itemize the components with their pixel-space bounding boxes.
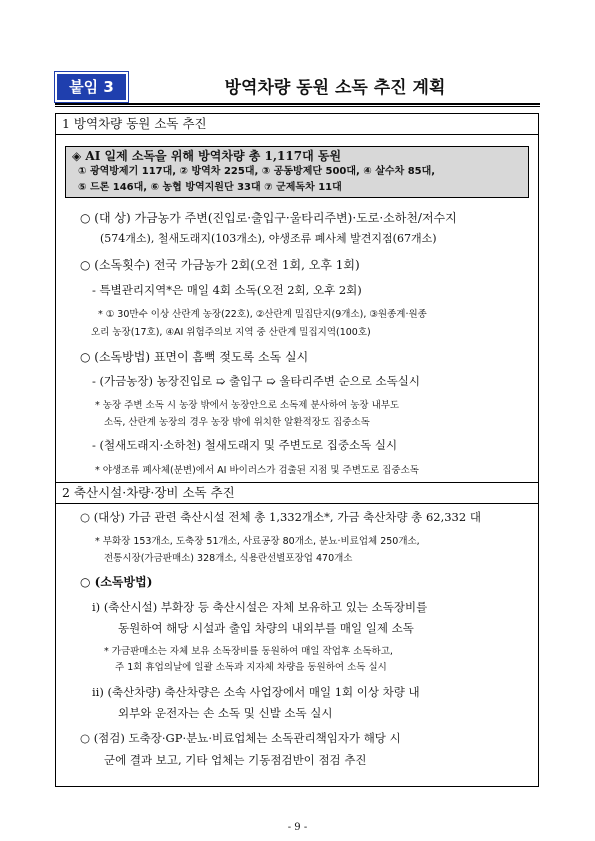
section1-heading: 1 방역차량 동원 소독 추진 [62, 116, 207, 131]
freq-line: ○ (소독횟수) 전국 가금농가 2회(오전 1회, 오후 1회) [80, 258, 360, 272]
s2-ii-a: ⅱ) (축산차량) 축산차량은 소속 사업장에서 매일 1회 이상 차량 내 [92, 685, 420, 699]
method-farm: - (가금농장) 농장진입로 ➯ 출입구 ➯ 울타리주변 순으로 소독실시 [92, 374, 420, 388]
summary-line-3: ⑤ 드론 146대, ⑥ 농협 방역지원단 33대 ⑦ 군제독차 11대 [78, 182, 342, 193]
method-note-a: * 농장 주변 소독 시 농장 밖에서 농장안으로 소독제 분사하여 농장 내부도 [95, 400, 400, 411]
target-line-b: (574개소), 철새도래지(103개소), 야생조류 폐사체 발견지점(67개소) [100, 232, 437, 245]
s2-i-b: 동원하여 해당 시설과 출입 차량의 내외부를 매일 일제 소독 [118, 621, 414, 635]
s2-target: ○ (대상) 가금 관련 축산시설 전체 총 1,332개소*, 가금 축산차량 총 62,332 대 [80, 510, 481, 524]
target-line-a: ○ (대 상) 가금농가 주변(진입로·출입구·울타리주변)·도로·소하천/저수지 [80, 211, 457, 225]
title-rule [55, 103, 540, 107]
appendix-badge: 붙임 3 [55, 72, 128, 102]
s2-target-note-a: * 부화장 153개소, 도축장 51개소, 사료공장 80개소, 분뇨·비료업체 250개소, [95, 536, 420, 547]
method-bird-note: * 야생조류 폐사체(분변)에서 AI 바이러스가 검출된 지점 및 주변도로 집중소독 [95, 465, 419, 476]
s2-ii-b: 외부와 운전자는 손 소독 및 신발 소독 실시 [118, 706, 333, 720]
method-line: ○ (소독방법) 표면이 흠뻑 젖도록 소독 실시 [80, 350, 309, 364]
method-bird: - (철새도래지·소하천) 철새도래지 및 주변도로 집중소독 실시 [92, 438, 398, 452]
s2-check-b: 군에 결과 보고, 기타 업체는 기동점검반이 점검 추진 [104, 753, 367, 767]
page-title: 방역차량 동원 소독 추진 계획 [224, 78, 446, 98]
s2-i-note-a: * 가금판매소는 자체 보유 소독장비를 동원하여 매일 작업후 소독하고, [104, 646, 393, 657]
s2-i-note-b: 주 1회 휴업의날에 일괄 소독과 지자체 차량을 동원하여 소독 실시 [115, 662, 387, 673]
s2-method: ○ (소독방법) [80, 575, 153, 589]
s2-check-a: ○ (점검) 도축장·GP·분뇨·비료업체는 소독관리책임자가 해당 시 [80, 731, 401, 745]
method-note-b: 소독, 산란계 농장의 경우 농장 밖에 위치한 알환적장도 집중소독 [104, 417, 370, 428]
page-number: - 9 - [287, 822, 308, 833]
section2-heading: 2 축산시설·차량·장비 소독 추진 [62, 485, 235, 500]
s2-i-a: ⅰ) (축산시설) 부화장 등 축산시설은 자체 보유하고 있는 소독장비를 [92, 600, 428, 614]
summary-line-2: ① 광역방제기 117대, ② 방역차 225대, ③ 공동방제단 500대, ④ 살수차 85대, [78, 166, 436, 177]
summary-line-1: ◈ AI 일제 소독을 위해 방역차량 총 1,117대 동원 [72, 149, 342, 163]
special-line: - 특별관리지역*은 매일 4회 소독(오전 2회, 오후 2회) [92, 283, 362, 297]
special-note-b: 오리 농장(17호), ④AI 위험주의보 지역 중 산란계 밀집지역(100호) [91, 327, 371, 338]
special-note-a: * ① 30만수 이상 산란계 농장(22호), ②산란계 밀집단지(9개소), ③원종계·원종 [98, 309, 427, 320]
s2-target-note-b: 전통시장(가금판매소) 328개소, 식용란선별포장업 470개소 [104, 553, 353, 564]
